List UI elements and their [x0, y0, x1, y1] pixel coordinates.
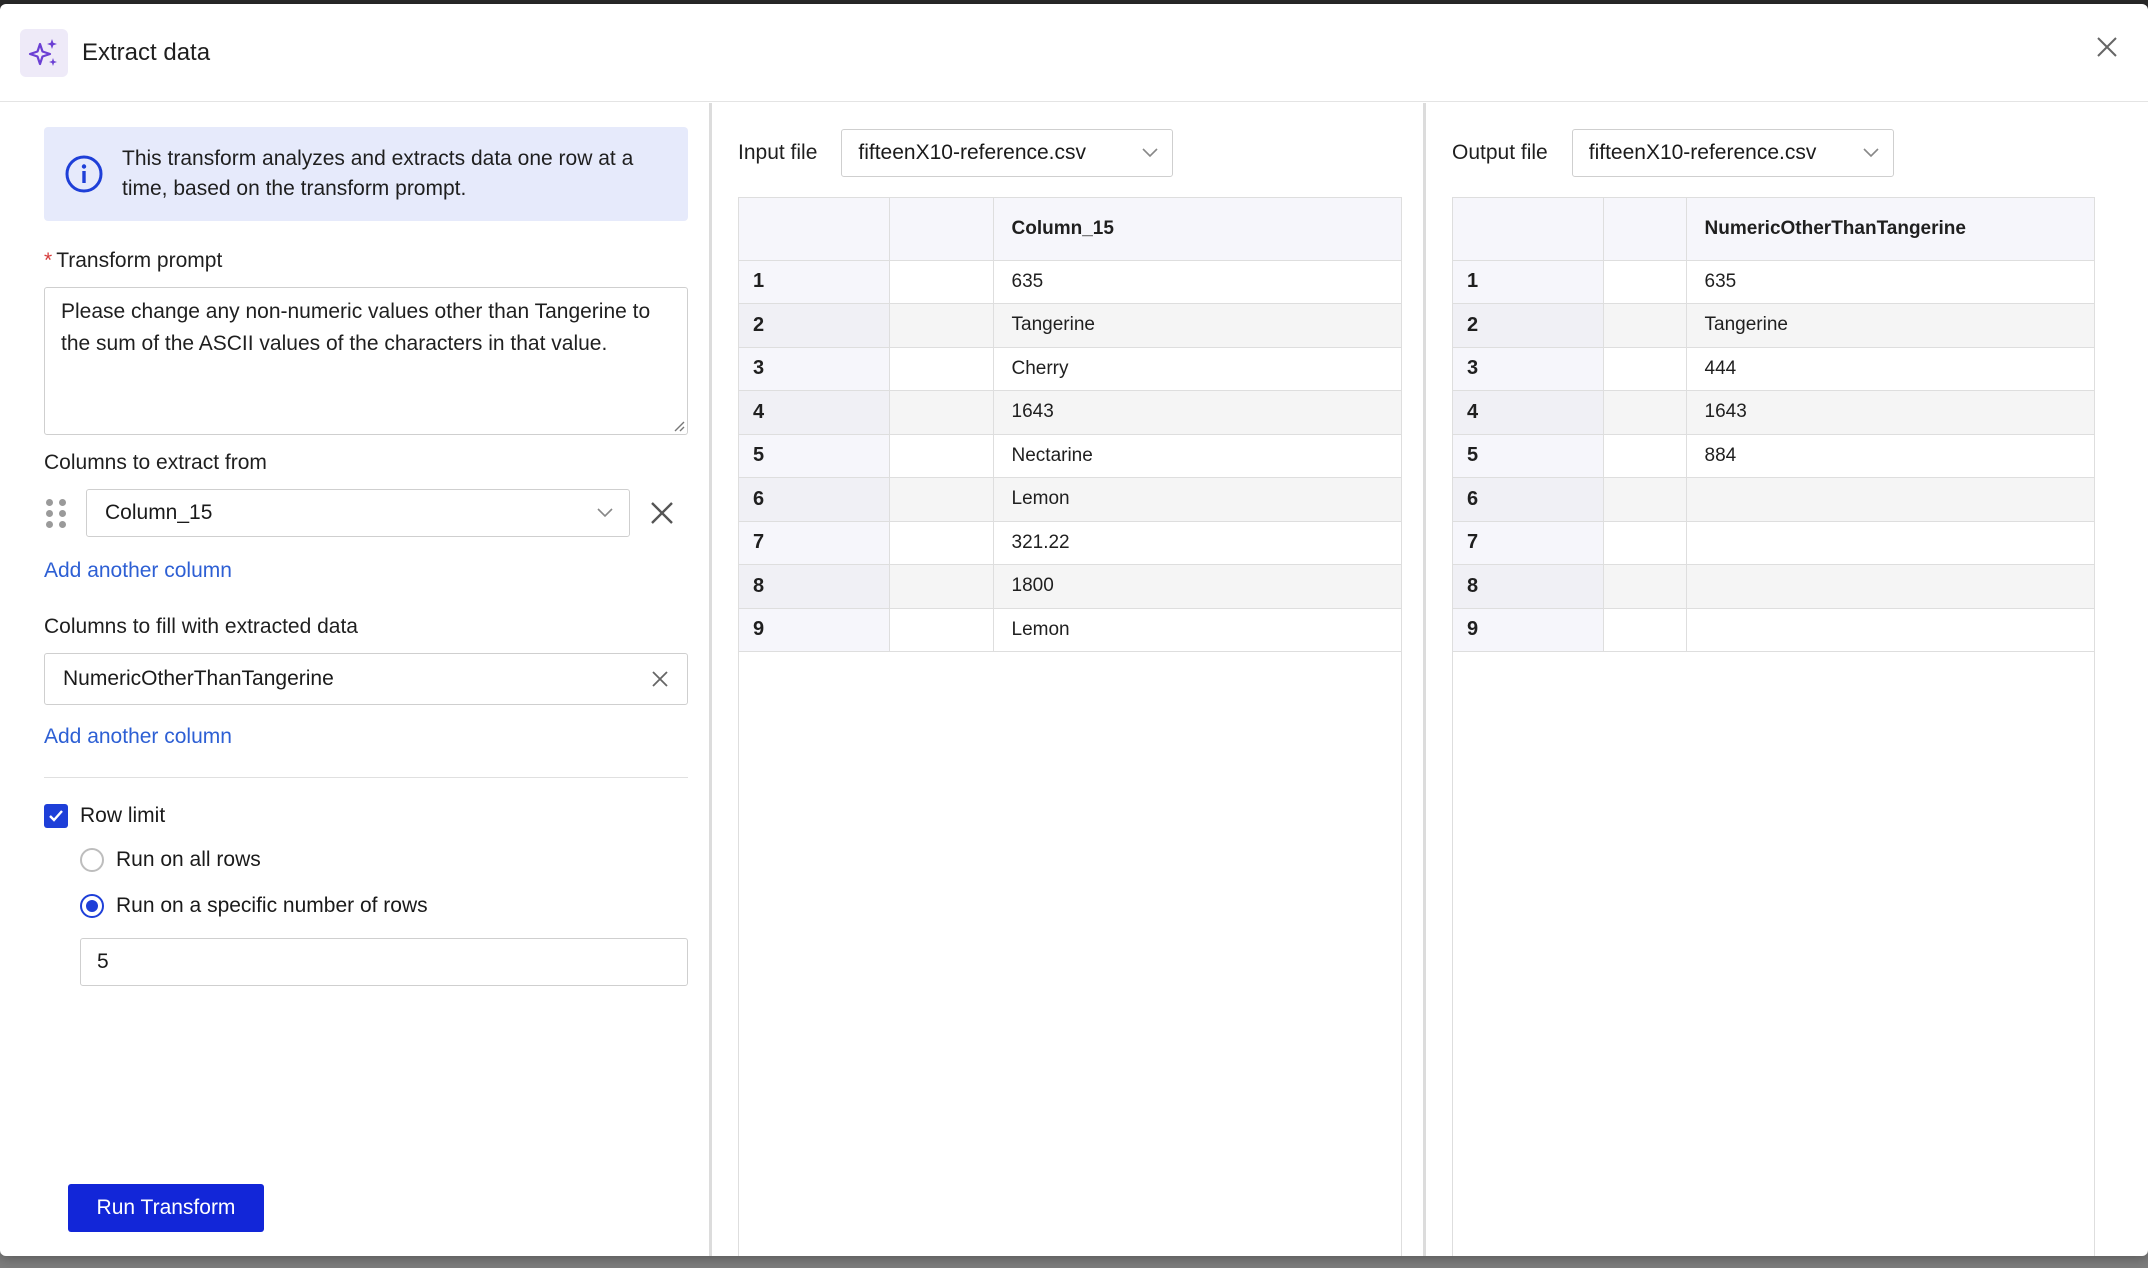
radio-run-all-rows[interactable]	[80, 848, 685, 872]
output-file-select[interactable]	[1572, 129, 1894, 177]
row-limit-toggle[interactable]	[44, 804, 685, 828]
table-cell[interactable]: 884	[1686, 434, 2094, 478]
row-number: 2	[1453, 304, 1603, 348]
row-number: 3	[1453, 347, 1603, 391]
blank-cell	[1603, 260, 1686, 304]
row-number: 6	[739, 478, 889, 522]
transform-prompt-text: Please change any non-numeric values other than Tangerine to the sum of the ASCII values of the characters in that value.	[61, 300, 651, 355]
output-data-grid	[1452, 197, 2095, 1256]
chevron-down-icon	[1863, 148, 1879, 158]
radio-specific-indicator[interactable]	[80, 894, 104, 918]
table-cell[interactable]: 1643	[1686, 391, 2094, 435]
table-row	[739, 391, 1401, 435]
add-fill-column-link[interactable]: Add another column	[44, 725, 232, 748]
extract-data-modal	[0, 4, 2148, 1256]
sparkle-icon	[20, 29, 68, 77]
row-count-input[interactable]	[80, 938, 688, 986]
table-row	[739, 434, 1401, 478]
row-limit-checkbox[interactable]	[44, 804, 68, 828]
row-limit-label: Row limit	[80, 804, 166, 827]
extract-column-select[interactable]	[86, 489, 630, 537]
table-cell[interactable]: Tangerine	[993, 304, 1401, 348]
table-row	[739, 521, 1401, 565]
column-header[interactable]: Column_15	[993, 198, 1401, 260]
table-cell[interactable]: Lemon	[993, 608, 1401, 652]
drag-handle-icon[interactable]	[44, 498, 68, 528]
close-icon	[650, 501, 674, 525]
fill-column-value: NumericOtherThanTangerine	[63, 667, 334, 690]
table-cell[interactable]: Nectarine	[993, 434, 1401, 478]
row-number: 2	[739, 304, 889, 348]
table-cell[interactable]: 444	[1686, 347, 2094, 391]
blank-cell	[889, 304, 993, 348]
input-file-value: fifteenX10-reference.csv	[858, 141, 1087, 164]
table-cell[interactable]: 1800	[993, 565, 1401, 609]
table-row	[739, 608, 1401, 652]
fill-columns-label: Columns to fill with extracted data	[44, 615, 358, 638]
row-number: 9	[1453, 608, 1603, 652]
row-number: 8	[739, 565, 889, 609]
output-file-panel	[1426, 103, 2145, 1256]
add-extract-column-link[interactable]: Add another column	[44, 559, 232, 582]
modal-title: Extract data	[82, 38, 211, 66]
table-row	[1453, 347, 2094, 391]
blank-cell	[889, 347, 993, 391]
blank-cell	[889, 260, 993, 304]
extract-column-value: Column_15	[105, 501, 213, 524]
blank-cell	[1603, 347, 1686, 391]
column-header[interactable]: NumericOtherThanTangerine	[1686, 198, 2094, 260]
row-number: 3	[739, 347, 889, 391]
transform-settings-panel	[0, 103, 712, 1256]
table-cell[interactable]: 635	[1686, 260, 2094, 304]
table-row	[1453, 391, 2094, 435]
table-row	[739, 565, 1401, 609]
info-text: This transform analyzes and extracts data one row at a time, based on the transform prompt.	[122, 147, 634, 200]
blank-column-header	[889, 198, 993, 260]
row-number: 5	[1453, 434, 1603, 478]
row-number-header	[739, 198, 889, 260]
close-button[interactable]	[2090, 30, 2124, 64]
radio-specific-label: Run on a specific number of rows	[116, 894, 428, 917]
table-row	[739, 478, 1401, 522]
resize-handle-icon[interactable]	[671, 418, 685, 432]
table-cell[interactable]	[1686, 521, 2094, 565]
blank-cell	[1603, 391, 1686, 435]
table-row	[1453, 608, 2094, 652]
table-row	[739, 260, 1401, 304]
row-count-value: 5	[97, 950, 109, 973]
chevron-down-icon	[597, 508, 613, 518]
table-cell[interactable]: 635	[993, 260, 1401, 304]
input-file-label: Input file	[738, 141, 818, 164]
divider	[44, 777, 688, 778]
blank-column-header	[1603, 198, 1686, 260]
extract-columns-label: Columns to extract from	[44, 451, 267, 474]
row-number: 6	[1453, 478, 1603, 522]
radio-all-label: Run on all rows	[116, 848, 261, 871]
table-cell[interactable]: 321.22	[993, 521, 1401, 565]
row-number: 7	[739, 521, 889, 565]
blank-cell	[1603, 608, 1686, 652]
close-icon	[2096, 36, 2118, 58]
row-number: 1	[739, 260, 889, 304]
background-page-bottom	[0, 1254, 2148, 1268]
table-row	[1453, 565, 2094, 609]
table-row	[739, 304, 1401, 348]
table-row	[1453, 521, 2094, 565]
row-number: 4	[739, 391, 889, 435]
blank-cell	[1603, 478, 1686, 522]
blank-cell	[1603, 434, 1686, 478]
blank-cell	[1603, 521, 1686, 565]
row-number: 5	[739, 434, 889, 478]
table-row	[1453, 260, 2094, 304]
table-row	[1453, 478, 2094, 522]
extract-column-row	[44, 489, 685, 537]
row-number-header	[1453, 198, 1603, 260]
table-cell[interactable]	[1686, 565, 2094, 609]
table-cell[interactable]: Tangerine	[1686, 304, 2094, 348]
transform-prompt-label: * Transform prompt	[44, 249, 223, 272]
blank-cell	[889, 608, 993, 652]
transform-prompt-textarea[interactable]	[44, 287, 688, 435]
blank-cell	[889, 434, 993, 478]
blank-cell	[1603, 565, 1686, 609]
row-number: 1	[1453, 260, 1603, 304]
output-file-label: Output file	[1452, 141, 1548, 164]
clear-icon[interactable]	[651, 670, 669, 688]
table-cell[interactable]: Cherry	[993, 347, 1401, 391]
radio-run-specific-rows[interactable]	[80, 894, 685, 918]
table-row	[739, 347, 1401, 391]
input-file-select[interactable]	[841, 129, 1173, 177]
row-number: 4	[1453, 391, 1603, 435]
table-cell[interactable]	[1686, 478, 2094, 522]
row-number: 8	[1453, 565, 1603, 609]
checkmark-icon	[48, 809, 64, 823]
blank-cell	[889, 521, 993, 565]
blank-cell	[889, 391, 993, 435]
table-row	[1453, 434, 2094, 478]
table-cell[interactable]: Lemon	[993, 478, 1401, 522]
modal-header	[0, 4, 2148, 102]
info-banner	[44, 127, 688, 221]
fill-column-field[interactable]	[44, 653, 688, 705]
radio-all-indicator[interactable]	[80, 848, 104, 872]
table-cell[interactable]	[1686, 608, 2094, 652]
blank-cell	[889, 565, 993, 609]
input-file-panel	[712, 103, 1426, 1256]
row-number: 9	[739, 608, 889, 652]
row-number: 7	[1453, 521, 1603, 565]
output-file-value: fifteenX10-reference.csv	[1588, 141, 1817, 164]
remove-column-button[interactable]	[646, 497, 678, 529]
blank-cell	[1603, 304, 1686, 348]
run-transform-button[interactable]: Run Transform	[68, 1184, 264, 1232]
info-icon	[64, 154, 104, 194]
chevron-down-icon	[1142, 148, 1158, 158]
required-mark: *	[44, 249, 53, 272]
table-cell[interactable]: 1643	[993, 391, 1401, 435]
input-data-grid	[738, 197, 1402, 1256]
blank-cell	[889, 478, 993, 522]
table-row	[1453, 304, 2094, 348]
